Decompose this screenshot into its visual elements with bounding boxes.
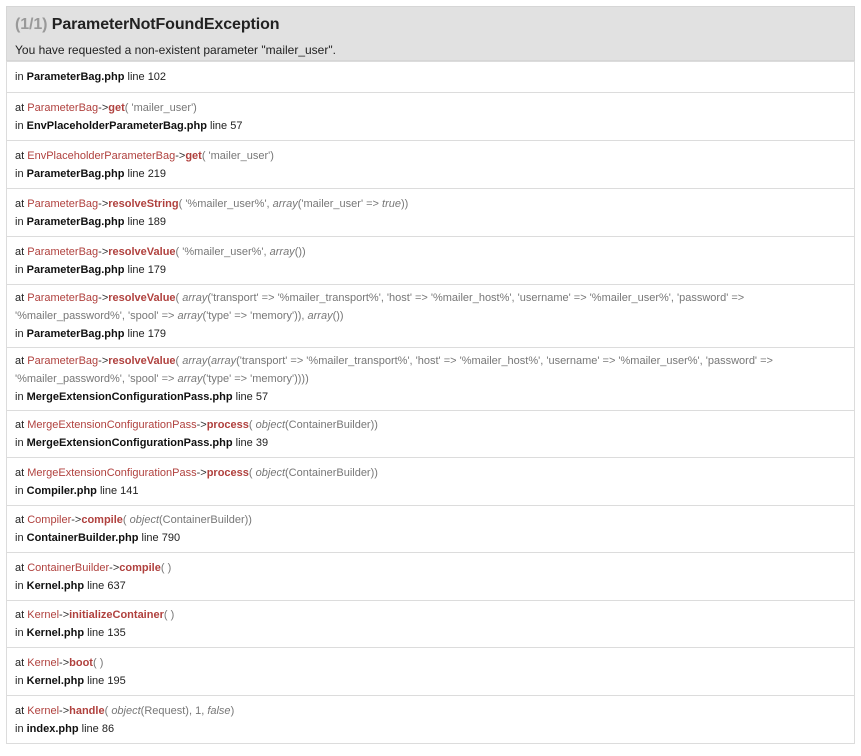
at-label: at	[15, 292, 28, 304]
frame-file: ParameterBag.php	[26, 215, 125, 228]
frame-line: 57	[255, 391, 269, 403]
frame-class: MergeExtensionConfigurationPass	[27, 466, 197, 479]
frame-args: ( )	[92, 656, 104, 669]
at-label: at	[15, 466, 28, 479]
line-label: line	[232, 391, 256, 403]
frame-class: Compiler	[27, 514, 72, 526]
arg-text: (Request), 1,	[140, 704, 208, 717]
line-label: line	[84, 674, 108, 687]
line-label: line	[124, 328, 148, 340]
at-label: at	[15, 197, 28, 210]
frame-call	[15, 195, 846, 213]
arg-text: ()	[332, 310, 340, 322]
arg-text: ('type' => 'memory')))	[202, 373, 306, 385]
frame-class: Kernel	[27, 656, 60, 669]
arg-type: object	[111, 704, 141, 717]
in-label: in	[15, 674, 27, 687]
frame-file: index.php	[26, 722, 79, 735]
in-label: in	[15, 328, 27, 340]
arg-text: ('mailer_user' =>	[297, 197, 383, 210]
frame-method: process	[206, 419, 249, 431]
frame-file: ParameterBag.php	[26, 167, 125, 180]
stack-frame	[6, 506, 855, 553]
frame-file: ParameterBag.php	[26, 263, 125, 276]
in-label: in	[15, 484, 27, 497]
frame-call	[15, 464, 846, 482]
frame-location	[15, 577, 846, 595]
arg-text: )	[400, 197, 405, 210]
frame-class: MergeExtensionConfigurationPass	[27, 419, 197, 431]
stack-frame	[6, 93, 855, 141]
origin-line: 102	[147, 71, 167, 83]
frame-line: 141	[120, 484, 139, 497]
frame-file: Kernel.php	[26, 674, 85, 687]
exception-message: You have requested a non-existent parameter "mailer_user".	[15, 43, 336, 57]
frame-line: 57	[230, 119, 243, 132]
frame-line: 179	[147, 263, 167, 276]
exception-counter: (1/1)	[15, 16, 48, 33]
stack-frame	[6, 696, 855, 744]
arg-text: '%mailer_user%',	[185, 197, 273, 210]
line-label: line	[232, 437, 256, 449]
arg-type: false	[207, 704, 231, 717]
line-label: line	[84, 579, 108, 592]
frame-call	[15, 511, 846, 529]
arg-type: array	[272, 197, 298, 210]
frame-class: ParameterBag	[27, 355, 99, 367]
exception-title	[15, 16, 846, 34]
line-label: line	[124, 71, 148, 83]
in-label: in	[15, 119, 27, 132]
line-label: line	[206, 119, 231, 132]
stack-frame	[6, 189, 855, 237]
frame-file: EnvPlaceholderParameterBag.php	[26, 119, 207, 132]
frame-file: ParameterBag.php	[26, 328, 125, 340]
frame-call	[15, 559, 846, 577]
frame-call	[15, 416, 846, 434]
frame-file: Compiler.php	[26, 484, 97, 497]
frame-method: get	[185, 149, 202, 162]
stack-frame	[6, 553, 855, 601]
line-label: line	[84, 627, 108, 639]
stack-frame	[6, 601, 855, 648]
in-label: in	[15, 722, 27, 735]
arg-type: array	[211, 355, 237, 367]
frame-location	[15, 482, 846, 500]
arg-text: ('transport' => '%mailer_transport%', 'host' => '%mailer_host%', 'username' => '%mailer_user%', 'password' => '%mailer_password%', 'spool' =>	[15, 355, 773, 385]
frame-file: Kernel.php	[26, 579, 85, 592]
frame-args: ( array('transport' => '%mailer_transport%', 'host' => '%mailer_host%', 'username' => '%mailer_user%', 'password' => '%mailer_password%', 'spool' => array('type' => 'memory')), array())	[15, 292, 745, 322]
in-label: in	[15, 391, 27, 403]
frame-call	[15, 289, 846, 325]
origin-file: ParameterBag.php	[26, 71, 125, 83]
arg-text: ()	[294, 245, 303, 258]
frame-method: resolveString	[108, 197, 179, 210]
frame-location	[15, 213, 846, 231]
at-label: at	[15, 419, 28, 431]
arg-type: array	[177, 310, 203, 322]
arg-text: (	[207, 355, 212, 367]
frame-class: ContainerBuilder	[27, 561, 110, 574]
frame-method: initializeContainer	[69, 609, 164, 621]
at-label: at	[15, 561, 28, 574]
frame-method: compile	[81, 514, 123, 526]
frame-line: 179	[147, 328, 167, 340]
arrow: ->	[196, 466, 207, 479]
arg-type: array	[182, 292, 208, 304]
frame-args: ( '%mailer_user%', array('mailer_user' => true))	[178, 197, 409, 210]
arrow: ->	[196, 419, 207, 431]
frame-location	[15, 529, 846, 547]
origin-location	[15, 68, 846, 86]
frame-call	[15, 654, 846, 672]
arg-text: (ContainerBuilder)	[285, 419, 375, 431]
arg-type: true	[382, 197, 401, 210]
frame-line: 637	[107, 579, 126, 592]
frame-class: ParameterBag	[27, 245, 99, 258]
arg-type: array	[307, 310, 333, 322]
stack-frame	[6, 141, 855, 189]
frame-class: ParameterBag	[27, 197, 99, 210]
stack-trace	[6, 93, 855, 744]
frame-location	[15, 624, 846, 642]
arg-type: array	[182, 355, 208, 367]
frame-call	[15, 352, 846, 388]
frame-line: 195	[107, 674, 126, 687]
arrow: ->	[59, 656, 70, 669]
frame-file: Kernel.php	[26, 627, 85, 639]
arrow: ->	[71, 514, 82, 526]
arg-text: ('type' => 'memory')),	[202, 310, 308, 322]
arg-type: array	[177, 373, 203, 385]
frame-method: resolveValue	[108, 292, 176, 304]
frame-args: ( '%mailer_user%', array())	[175, 245, 306, 258]
origin-row	[6, 61, 855, 93]
frame-location	[15, 434, 846, 452]
frame-method: resolveValue	[108, 245, 176, 258]
line-label: line	[124, 263, 148, 276]
arrow: ->	[98, 101, 109, 114]
arg-text: '%mailer_user%',	[182, 245, 270, 258]
frame-location	[15, 165, 846, 183]
stack-frame	[6, 458, 855, 506]
line-label: line	[78, 722, 102, 735]
arg-text: 'mailer_user'	[131, 101, 194, 114]
frame-location	[15, 720, 846, 738]
arrow: ->	[98, 197, 109, 210]
arg-type: object	[255, 419, 285, 431]
arrow: ->	[109, 561, 120, 574]
arrow: ->	[59, 704, 70, 717]
at-label: at	[15, 101, 28, 114]
arg-text: 'mailer_user'	[208, 149, 271, 162]
arrow: ->	[98, 292, 109, 304]
frame-class: ParameterBag	[27, 292, 99, 304]
in-label: in	[15, 627, 27, 639]
arrow: ->	[98, 245, 109, 258]
exception-panel	[6, 6, 855, 744]
frame-call	[15, 147, 846, 165]
arg-text: ('transport' => '%mailer_transport%', 'host' => '%mailer_host%', 'username' => '%mailer_user%', 'password' => '%mailer_password%', 'spool' =>	[15, 292, 745, 322]
stack-frame	[6, 285, 855, 348]
arg-text: (ContainerBuilder)	[285, 466, 375, 479]
frame-args: ( array(array('transport' => '%mailer_transport%', 'host' => '%mailer_host%', 'username' => '%mailer_user%', 'password' => '%mailer_password%', 'spool' => array('type' => 'memory'))))	[15, 355, 773, 385]
frame-args: ( 'mailer_user')	[124, 101, 197, 114]
stack-frame	[6, 237, 855, 285]
at-label: at	[15, 355, 28, 367]
frame-location	[15, 117, 846, 135]
frame-args: ( )	[160, 561, 172, 574]
frame-args: ( 'mailer_user')	[201, 149, 274, 162]
line-label: line	[124, 215, 148, 228]
frame-class: EnvPlaceholderParameterBag	[27, 149, 176, 162]
at-label: at	[15, 245, 28, 258]
frame-args: ( )	[163, 609, 175, 621]
at-label: at	[15, 609, 28, 621]
in-label: in	[15, 215, 27, 228]
frame-line: 86	[101, 722, 115, 735]
in-label: in	[15, 71, 27, 83]
arrow: ->	[98, 355, 109, 367]
frame-args: ( object(ContainerBuilder))	[248, 466, 378, 479]
frame-location	[15, 388, 846, 406]
frame-method: compile	[119, 561, 161, 574]
frame-args: ( object(ContainerBuilder))	[122, 514, 252, 526]
frame-class: Kernel	[27, 704, 60, 717]
arrow: ->	[59, 609, 70, 621]
stack-frame	[6, 648, 855, 696]
at-label: at	[15, 149, 28, 162]
exception-header	[6, 6, 855, 61]
in-label: in	[15, 263, 27, 276]
line-label: line	[124, 167, 148, 180]
in-label: in	[15, 167, 27, 180]
in-label: in	[15, 437, 27, 449]
at-label: at	[15, 656, 28, 669]
frame-line: 39	[255, 437, 269, 449]
line-label: line	[96, 484, 121, 497]
exception-name: ParameterNotFoundException	[51, 16, 280, 33]
frame-args: ( object(Request), 1, false)	[104, 704, 235, 717]
frame-method: resolveValue	[108, 355, 176, 367]
arg-type: object	[129, 514, 160, 526]
frame-call	[15, 243, 846, 261]
frame-method: boot	[69, 656, 93, 669]
frame-args: ( object(ContainerBuilder))	[248, 419, 378, 431]
frame-location	[15, 261, 846, 279]
frame-call	[15, 99, 846, 117]
frame-location	[15, 325, 846, 343]
frame-call	[15, 606, 846, 624]
at-label: at	[15, 704, 28, 717]
stack-frame	[6, 411, 855, 458]
frame-file: MergeExtensionConfigurationPass.php	[26, 437, 233, 449]
arg-text: (ContainerBuilder)	[159, 514, 249, 526]
frame-file: MergeExtensionConfigurationPass.php	[26, 391, 233, 403]
at-label: at	[15, 514, 28, 526]
arg-type: object	[255, 466, 285, 479]
frame-file: ContainerBuilder.php	[26, 532, 139, 544]
in-label: in	[15, 532, 27, 544]
frame-class: ParameterBag	[27, 101, 99, 114]
frame-call	[15, 702, 846, 720]
line-label: line	[138, 532, 162, 544]
stack-frame	[6, 348, 855, 411]
frame-line: 135	[107, 627, 126, 639]
frame-location	[15, 672, 846, 690]
frame-line: 189	[147, 215, 167, 228]
arg-type: array	[269, 245, 295, 258]
frame-line: 219	[147, 167, 167, 180]
frame-line: 790	[161, 532, 181, 544]
frame-method: process	[206, 466, 249, 479]
arrow: ->	[175, 149, 186, 162]
frame-method: get	[108, 101, 125, 114]
in-label: in	[15, 579, 27, 592]
frame-method: handle	[69, 704, 105, 717]
frame-class: Kernel	[27, 609, 60, 621]
